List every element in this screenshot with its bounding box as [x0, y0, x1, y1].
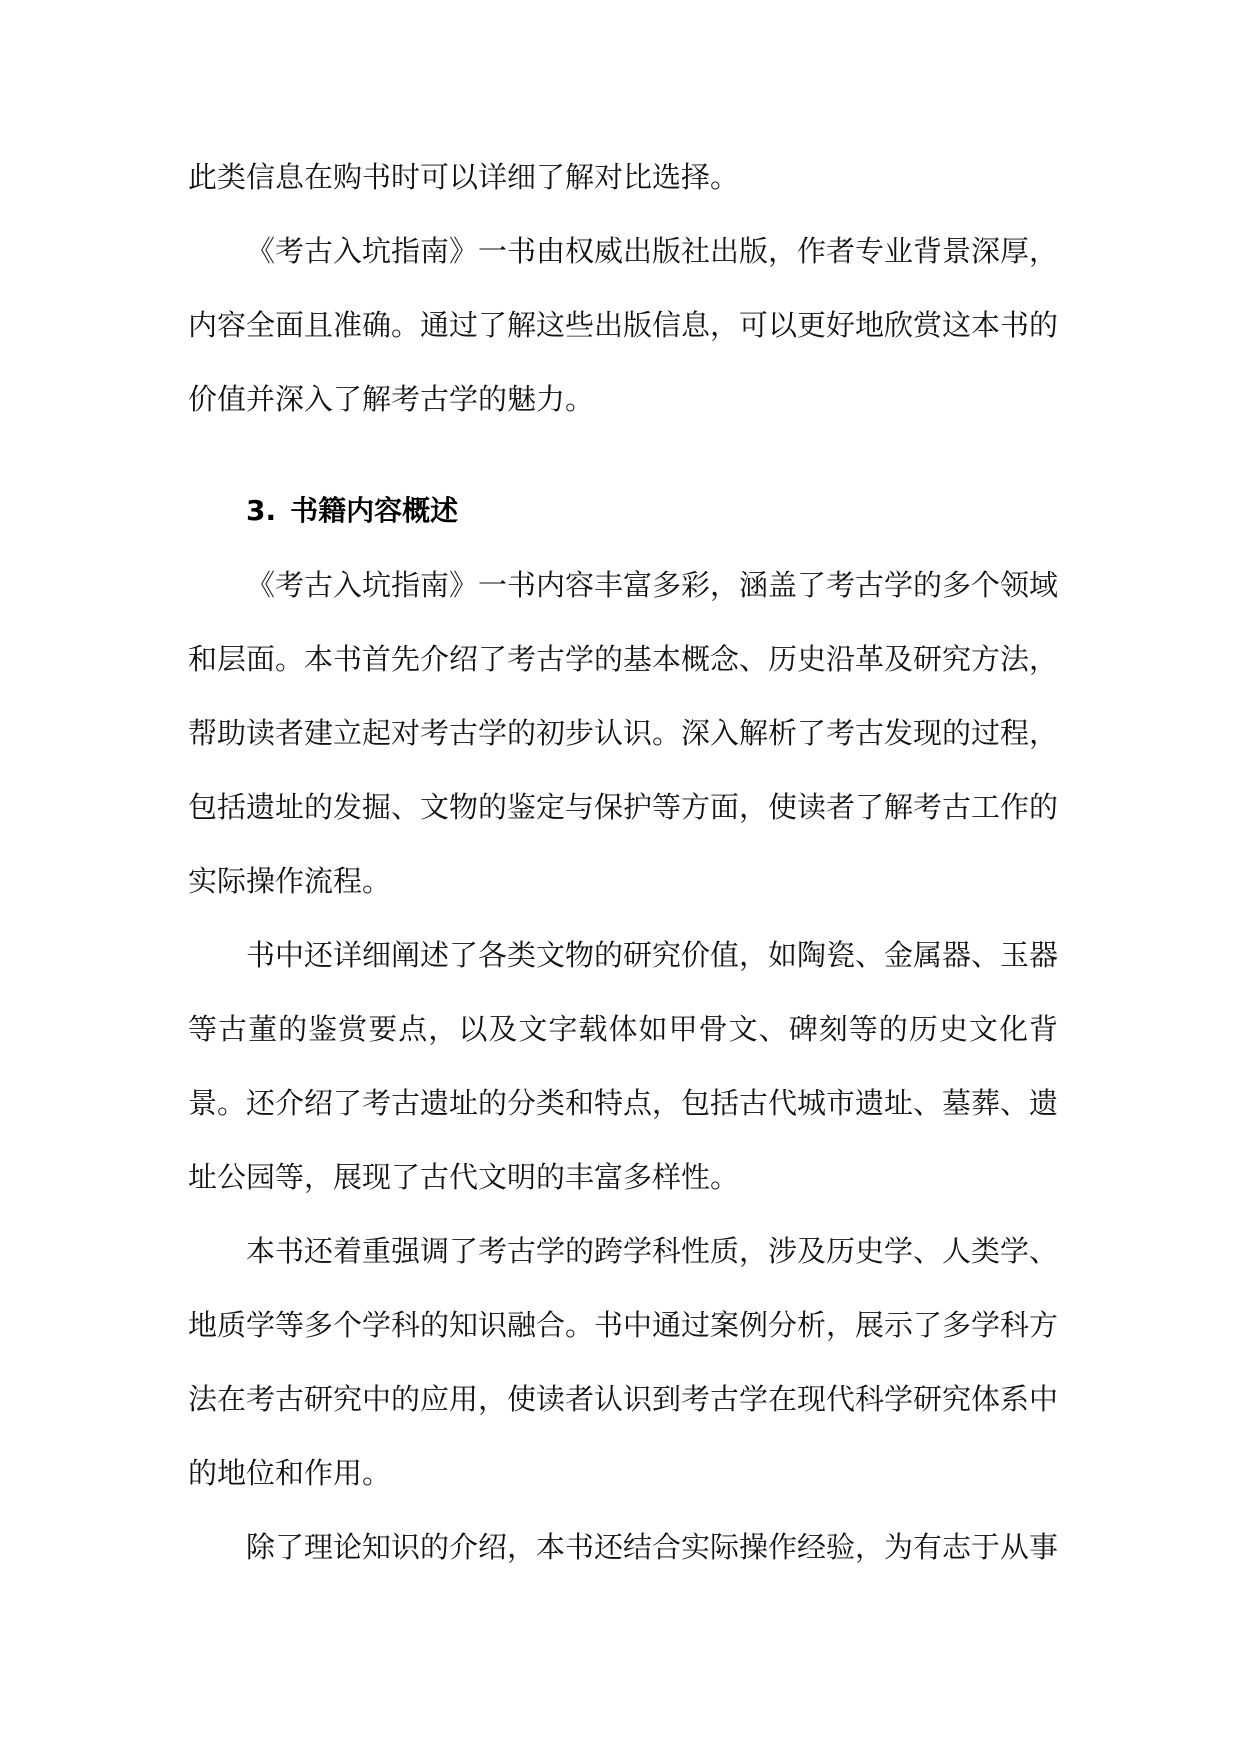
- document-body: [188, 140, 1058, 1584]
- section-title: 书籍内容概述: [290, 494, 459, 527]
- section-heading: [188, 474, 1058, 548]
- paragraph-practice: 除了理论知识的介绍，本书还结合实际操作经验，为有志于从事: [246, 1530, 1059, 1564]
- section-number: 3.: [246, 494, 277, 527]
- paragraph-continuation: 此类信息在购书时可以详细了解对比选择。: [188, 160, 740, 194]
- paragraph-publishing-info: 《考古入坑指南》一书由权威出版社出版，作者专业背景深厚，内容全面且准确。通过了解这些出版信息，可以更好地欣赏这本书的价值并深入了解考古学的魅力。: [188, 234, 1059, 416]
- paragraph-content-overview: 《考古入坑指南》一书内容丰富多彩，涵盖了考古学的多个领域和层面。本书首先介绍了考古学的基本概念、历史沿革及研究方法，帮助读者建立起对考古学的初步认识。深入解析了考古发现的过程，包括遗址的发掘、文物的鉴定与保护等方面，使读者了解考古工作的实际操作流程。: [188, 568, 1059, 898]
- paragraph-interdisciplinary: 本书还着重强调了考古学的跨学科性质，涉及历史学、人类学、地质学等多个学科的知识融合。书中通过案例分析，展示了多学科方法在考古研究中的应用，使读者认识到考古学在现代科学研究体系中的地位和作用。: [188, 1234, 1059, 1490]
- paragraph-artifacts: 书中还详细阐述了各类文物的研究价值，如陶瓷、金属器、玉器等古董的鉴赏要点，以及文字载体如甲骨文、碑刻等的历史文化背景。还介绍了考古遗址的分类和特点，包括古代城市遗址、墓葬、遗址公园等，展现了古代文明的丰富多样性。: [188, 938, 1059, 1194]
